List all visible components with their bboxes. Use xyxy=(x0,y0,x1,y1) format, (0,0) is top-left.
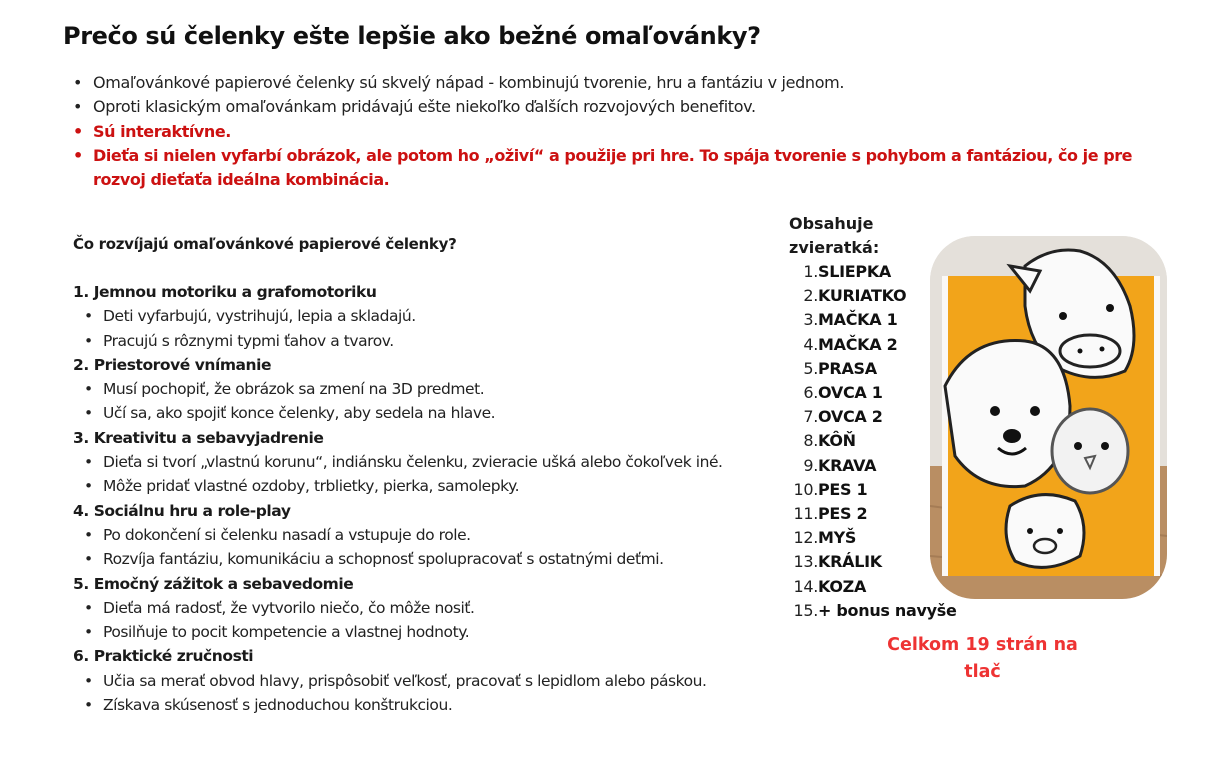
headband-illustration xyxy=(930,236,1167,599)
intro-list xyxy=(73,71,1133,192)
animal-item: 11.PES 2 xyxy=(793,504,868,524)
animal-item: 2.KURIATKO xyxy=(803,286,907,306)
animal-item: 15.+ bonus navyše xyxy=(793,600,957,620)
headband-photo xyxy=(930,236,1167,599)
animal-item: 3.MAČKA 1 xyxy=(803,310,898,330)
benefit-point: • Pracujú s rôznymi typmi ťahov a tvarov. xyxy=(73,329,773,353)
animal-item: 7.OVCA 2 xyxy=(803,407,883,427)
animal-item: 10.PES 1 xyxy=(793,479,868,499)
benefit-point: • Rozvíja fantáziu, komunikáciu a schopnosť spolupracovať s ostatnými deťmi. xyxy=(73,547,773,571)
benefit-point: • Posilňuje to pocit kompetencie a vlastnej hodnoty. xyxy=(73,620,773,644)
benefit-title: 1. Jemnou motoriku a grafomotoriku xyxy=(73,283,377,301)
intro-item-highlight: • Dieťa si nielen vyfarbí obrázok, ale potom ho „oživí“ a použije pri hre. To spája tvorenie s pohybom a fantáziou, čo je pre rozvoj dieťaťa ideálna kombinácia. xyxy=(73,144,1133,193)
animal-item: 14.KOZA xyxy=(793,576,867,596)
benefit-point: • Deti vyfarbujú, vystrihujú, lepia a skladajú. xyxy=(73,304,773,328)
intro-item: • Omaľovánkové papierové čelenky sú skvelý nápad - kombinujú tvorenie, hru a fantáziu v jednom. xyxy=(73,71,1133,95)
dog-face xyxy=(945,341,1070,487)
benefit-point: • Dieťa má radosť, že vytvorilo niečo, čo môže nosiť. xyxy=(73,596,773,620)
benefit-section xyxy=(73,644,773,717)
animal-item: 6.OVCA 1 xyxy=(803,383,883,403)
chick-face xyxy=(1052,409,1128,493)
benefit-title: 6. Praktické zručnosti xyxy=(73,647,254,666)
benefit-section xyxy=(73,280,773,353)
intro-item: • Oproti klasickým omaľovánkam pridávajú ešte niekoľko ďalších rozvojových benefitov. xyxy=(73,95,1133,119)
animal-item: 12.MYŠ xyxy=(793,528,857,548)
animals-heading: Obsahuje zvieratká: xyxy=(789,214,880,258)
benefit-section xyxy=(73,499,773,572)
benefit-point: • Po dokončení si čelenku nasadí a vstupuje do role. xyxy=(73,523,773,547)
benefits-section xyxy=(73,232,773,717)
animal-item: 13.KRÁLIK xyxy=(793,552,882,572)
benefit-point: • Musí pochopiť, že obrázok sa zmení na 3D predmet. xyxy=(73,377,773,401)
animal-item: 1.SLIEPKA xyxy=(803,262,892,281)
benefits-heading: Čo rozvíjajú omaľovánkové papierové čelenky? xyxy=(73,235,457,253)
pig-face xyxy=(1006,495,1084,568)
benefit-point: • Dieťa si tvorí „vlastnú korunu“, indiánsku čelenku, zvieracie ušká alebo čokoľvek iné. xyxy=(73,450,753,474)
page-title: Prečo sú čelenky ešte lepšie ako bežné omaľovánky? xyxy=(63,22,761,50)
animal-item: 8.KÔŇ xyxy=(803,431,856,451)
benefit-title: 2. Priestorové vnímanie xyxy=(73,355,272,374)
benefit-point: • Získava skúsenosť s jednoduchou konštrukciou. xyxy=(73,693,773,717)
intro-item-highlight: • Sú interaktívne. xyxy=(73,120,1133,144)
animal-item: 9.KRAVA xyxy=(803,455,877,475)
benefit-section xyxy=(73,426,773,499)
benefit-title: 3. Kreativitu a sebavyjadrenie xyxy=(73,428,324,447)
benefit-title: 5. Emočný zážitok a sebavedomie xyxy=(73,574,354,593)
benefit-point: • Učí sa, ako spojiť konce čelenky, aby sedela na hlave. xyxy=(73,401,773,425)
benefit-point: • Môže pridať vlastné ozdoby, trblietky, pierka, samolepky. xyxy=(73,474,773,498)
benefit-title: 4. Sociálnu hru a role-play xyxy=(73,501,291,520)
total-pages: Celkom 19 strán na tlač xyxy=(887,635,1078,682)
animal-item: 4.MAČKA 2 xyxy=(803,334,898,354)
benefit-section xyxy=(73,353,773,426)
animal-item: 5.PRASA xyxy=(803,358,877,378)
benefit-section xyxy=(73,572,773,645)
benefit-point: • Učia sa merať obvod hlavy, prispôsobiť veľkosť, pracovať s lepidlom alebo páskou. xyxy=(73,669,773,693)
